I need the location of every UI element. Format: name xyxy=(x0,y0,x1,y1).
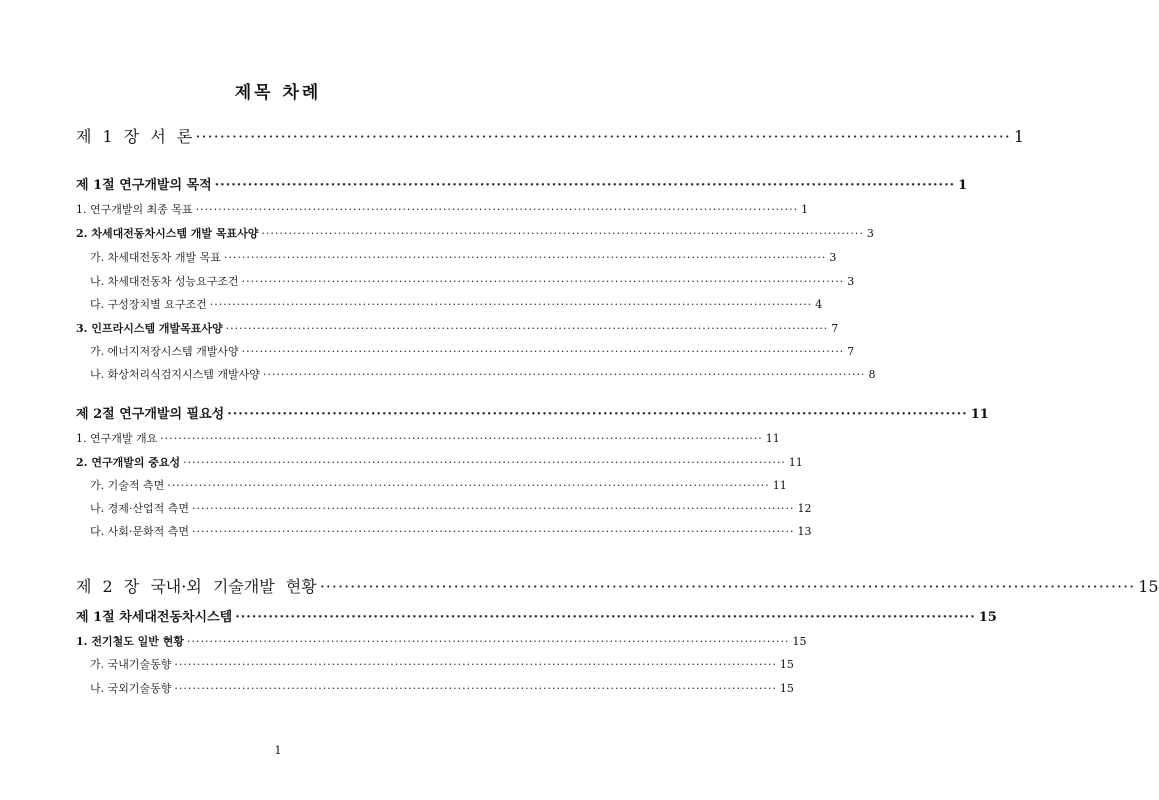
toc-section[interactable] xyxy=(76,174,968,193)
toc-subitem[interactable] xyxy=(90,366,876,382)
footer-page-number: 1 xyxy=(274,744,282,757)
dot-leader: ······································································································································ xyxy=(261,227,864,240)
toc-page-number: 11 xyxy=(772,479,787,492)
toc-page-number: 7 xyxy=(831,322,839,335)
toc-page-number: 3 xyxy=(847,275,855,288)
toc-page-number: 15 xyxy=(978,610,997,625)
toc-label: 2. 연구개발의 중요성 xyxy=(76,456,181,469)
toc-subitem[interactable] xyxy=(90,273,855,289)
dot-leader: ······································································································································ xyxy=(195,127,1011,146)
toc-page-number: 1 xyxy=(801,203,809,216)
dot-leader: ······································································································································ xyxy=(186,635,790,648)
toc-label: 가. 에너지저장시스템 개발사양 xyxy=(90,345,239,358)
toc-page-number: 13 xyxy=(797,525,812,538)
toc-page-number: 11 xyxy=(788,456,803,469)
toc-page-number: 3 xyxy=(829,251,837,264)
toc-subitem[interactable] xyxy=(90,296,823,312)
toc-page-number: 11 xyxy=(765,432,780,445)
toc-page-number: 15 xyxy=(1138,577,1159,596)
toc-subitem[interactable] xyxy=(90,523,812,539)
toc-section[interactable] xyxy=(76,606,997,625)
toc-label: 가. 국내기술동향 xyxy=(90,658,172,671)
toc-page-number: 12 xyxy=(797,502,812,515)
toc-subitem[interactable] xyxy=(90,656,794,672)
toc-page-number: 7 xyxy=(847,345,855,358)
toc-label: 다. 사회·문화적 측면 xyxy=(90,525,189,538)
toc-item[interactable] xyxy=(76,430,780,446)
toc-label: 1. 연구개발 개요 xyxy=(76,432,158,445)
dot-leader: ······································································································································ xyxy=(227,407,968,422)
toc-subitem[interactable] xyxy=(90,680,794,696)
dot-leader: ······································································································································ xyxy=(262,368,866,381)
toc-page-number: 8 xyxy=(868,368,876,381)
dot-leader: ······································································································································ xyxy=(319,577,1136,596)
toc-label: 3. 인프라시스템 개발목표사양 xyxy=(76,322,223,335)
toc-chapter[interactable] xyxy=(76,124,1025,147)
toc-subitem[interactable] xyxy=(90,343,855,359)
toc-subitem[interactable] xyxy=(90,249,837,265)
toc-label: 2. 차세대전동차시스템 개발 목표사양 xyxy=(76,227,259,240)
toc-page-number: 1 xyxy=(958,178,968,193)
toc-label: 1. 전기철도 일반 현황 xyxy=(76,635,184,648)
toc-chapter[interactable] xyxy=(76,574,1159,597)
dot-leader: ······································································································································ xyxy=(174,658,777,671)
toc-page-number: 15 xyxy=(792,635,807,648)
toc-label: 제 2절 연구개발의 필요성 xyxy=(76,407,225,422)
dot-leader: ······································································································································ xyxy=(195,203,799,216)
dot-leader: ······································································································································ xyxy=(214,178,956,193)
toc-subitem[interactable] xyxy=(90,477,787,493)
toc-label: 다. 구성장치별 요구조건 xyxy=(90,298,207,311)
dot-leader: ······································································································································ xyxy=(192,502,795,515)
dot-leader: ······································································································································ xyxy=(223,251,827,264)
toc-label: 나. 차세대전동차 성능요구조건 xyxy=(90,275,239,288)
dot-leader: ······································································································································ xyxy=(174,682,777,695)
toc-label: 나. 화상처리식검지시스템 개발사양 xyxy=(90,368,260,381)
toc-item[interactable] xyxy=(76,320,839,336)
toc-label: 제 1절 차세대전동차시스템 xyxy=(76,610,233,625)
dot-leader: ······································································································································ xyxy=(241,275,845,288)
toc-item[interactable] xyxy=(76,225,874,241)
toc-page-number: 15 xyxy=(779,658,794,671)
page-title: 제목 차례 xyxy=(234,83,322,103)
toc-label: 1. 연구개발의 최종 목표 xyxy=(76,203,193,216)
toc-label: 제 2 장 국내·외 기술개발 현황 xyxy=(76,577,317,596)
dot-leader: ······································································································································ xyxy=(167,479,770,492)
toc-subitem[interactable] xyxy=(90,500,812,516)
dot-leader: ······································································································································ xyxy=(192,525,795,538)
dot-leader: ······································································································································ xyxy=(235,610,976,625)
toc-item[interactable] xyxy=(76,454,803,470)
toc-page-number: 4 xyxy=(815,298,823,311)
toc-page-number: 15 xyxy=(779,682,794,695)
toc-label: 제 1 장 서 론 xyxy=(76,127,193,146)
toc-page-number: 11 xyxy=(970,407,989,422)
dot-leader: ······································································································································ xyxy=(241,345,845,358)
toc-label: 나. 국외기술동향 xyxy=(90,682,172,695)
toc-item[interactable] xyxy=(76,201,809,217)
toc-label: 가. 차세대전동차 개발 목표 xyxy=(90,251,221,264)
toc-item[interactable] xyxy=(76,633,807,649)
dot-leader: ······································································································································ xyxy=(209,298,813,311)
toc-label: 나. 경제·산업적 측면 xyxy=(90,502,189,515)
toc-page-number: 3 xyxy=(866,227,874,240)
toc-label: 가. 기술적 측면 xyxy=(90,479,165,492)
dot-leader: ······································································································································ xyxy=(183,456,786,469)
toc-page-number: 1 xyxy=(1013,127,1025,146)
dot-leader: ······································································································································ xyxy=(160,432,763,445)
dot-leader: ······································································································································ xyxy=(225,322,829,335)
toc-section[interactable] xyxy=(76,403,989,422)
toc-label: 제 1절 연구개발의 목적 xyxy=(76,178,212,193)
